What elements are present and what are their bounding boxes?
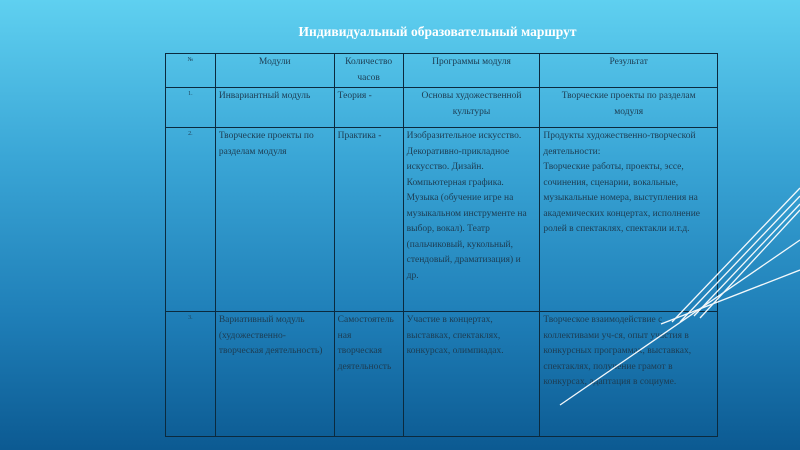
row-module: Вариативный модуль (художественно- творческая деятельность) <box>215 312 334 437</box>
row-program: Основы художественной культуры <box>403 88 540 128</box>
row-module: Инвариантный модуль <box>215 88 334 128</box>
row-hours: Практика - <box>334 128 403 312</box>
slide-title: Индивидуальный образовательный маршрут <box>298 24 577 39</box>
row-result: Творческое взаимодействие с коллективами уч-ся, опыт участия в конкурсных программах, выставках, спектаклях, получение грамот в конкурсах, адаптация в социуме. <box>540 312 718 437</box>
row-hours: Самостоятель ная творческая деятельность <box>334 312 403 437</box>
header-hours: Количество часов <box>334 54 403 88</box>
header-num: № <box>166 54 216 88</box>
row-hours: Теория - <box>334 88 403 128</box>
row-module: Творческие проекты по разделам модуля <box>215 128 334 312</box>
row-result: Творческие проекты по разделам модуля <box>540 88 718 128</box>
row-program: Изобразительное искусство. Декоративно-прикладное искусство. Дизайн. Компьютерная графика. Музыка (обучение игре на музыкальном инструменте на выбор, вокал). Театр (пальчиковый, кукольный, стендовый, драматизация) и др. <box>403 128 540 312</box>
row-num: 3. <box>166 312 216 437</box>
header-modules: Модули <box>215 54 334 88</box>
row-num: 1. <box>166 88 216 128</box>
header-programs: Программы модуля <box>403 54 540 88</box>
row-program: Участие в концертах, выставках, спектаклях, конкурсах, олимпиадах. <box>403 312 540 437</box>
row-num: 2. <box>166 128 216 312</box>
row-result: Продукты художественно-творческой деятельности: Творческие работы, проекты, эссе, сочинения, сценарии, вокальные, музыкальные номера, выступления на академических концертах, исполнение ролей в спектаклях, спектакли и.т.д. <box>540 128 718 312</box>
header-result: Результат <box>540 54 718 88</box>
